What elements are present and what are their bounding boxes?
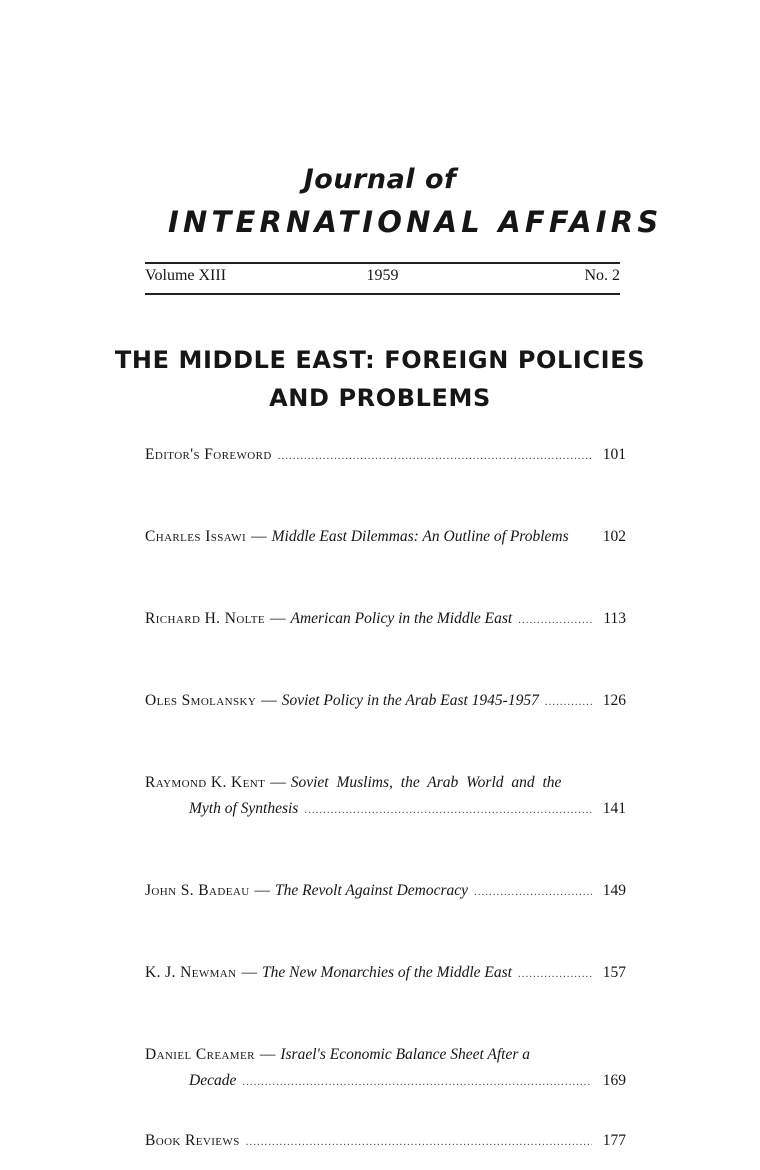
dot-leader <box>545 696 592 708</box>
bottom-rule-divider <box>145 293 620 295</box>
toc-entry-page: 141 <box>602 800 626 817</box>
toc-entry-author: Charles Issawi <box>145 528 247 545</box>
separator-dash: — <box>259 1046 276 1063</box>
toc-entry-author: Editor's Foreword <box>145 446 272 463</box>
separator-dash: — <box>251 528 267 545</box>
toc-entry-kent-continued[interactable] <box>145 800 626 822</box>
separator-dash: — <box>261 692 277 709</box>
toc-entry-smolansky[interactable] <box>145 692 626 714</box>
year-label: 1959 <box>366 267 399 284</box>
toc-entry-title: Israel's Economic Balance Sheet After a <box>280 1046 531 1063</box>
dot-leader <box>304 804 592 816</box>
toc-entry-creamer-continued[interactable] <box>145 1072 626 1094</box>
toc-entry-page: 126 <box>602 692 626 709</box>
dot-leader <box>518 614 592 626</box>
toc-entry-title: The New Monarchies of the Middle East <box>262 964 512 981</box>
toc-entry-author: John S. Badeau <box>145 882 250 899</box>
toc-entry-page: 102 <box>602 528 626 545</box>
top-rule-divider <box>145 262 620 264</box>
issue-theme-title-line1: THE MIDDLE EAST: FOREIGN POLICIES <box>114 346 646 374</box>
issue-number-label: No. 2 <box>584 267 620 284</box>
journal-name: INTERNATIONAL AFFAIRS <box>168 205 663 239</box>
toc-entry-author: Oles Smolansky <box>145 692 257 709</box>
toc-entry-title: Middle East Dilemmas: An Outline of Problems <box>271 528 569 545</box>
toc-entry-author: Book Reviews <box>145 1132 240 1149</box>
toc-entry-title: The Revolt Against Democracy <box>275 882 469 899</box>
dot-leader <box>278 450 592 462</box>
toc-entry-title: Soviet Policy in the Arab East 1945-1957 <box>281 692 539 709</box>
separator-dash: — <box>270 610 286 627</box>
volume-label: Volume XIII <box>145 267 227 284</box>
toc-entry-author: Daniel Creamer <box>145 1046 255 1063</box>
toc-entry-title: American Policy in the Middle East <box>290 610 513 627</box>
dot-leader <box>474 886 592 898</box>
toc-entry-page: 113 <box>603 610 626 627</box>
toc-entry-page: 169 <box>602 1072 626 1089</box>
toc-entry-badeau[interactable] <box>145 882 626 904</box>
toc-entry-book-reviews[interactable] <box>145 1132 626 1154</box>
toc-entry-issawi[interactable] <box>145 528 626 550</box>
toc-entry-editors-foreword[interactable] <box>145 446 626 468</box>
separator-dash: — <box>254 882 271 899</box>
toc-entry-newman[interactable] <box>145 964 626 986</box>
dot-leader <box>246 1136 592 1148</box>
toc-entry-page: 157 <box>602 964 626 981</box>
toc-entry-page: 149 <box>602 882 626 899</box>
issue-theme-title-line2: AND PROBLEMS <box>269 384 491 412</box>
toc-entry-creamer[interactable] <box>145 1046 626 1068</box>
toc-entry-kent[interactable] <box>145 774 626 796</box>
toc-entry-author: K. J. Newman <box>145 964 237 981</box>
toc-entry-author: Raymond K. Kent <box>145 774 266 791</box>
toc-entry-author: Richard H. Nolte <box>145 610 266 627</box>
toc-entry-title-continued: Myth of Synthesis <box>189 800 299 817</box>
toc-entry-page: 177 <box>602 1132 626 1149</box>
dot-leader <box>242 1076 592 1088</box>
toc-entry-title: Soviet Muslims, the Arab World and the <box>290 774 562 791</box>
separator-dash: — <box>241 964 257 981</box>
toc-entry-title-continued: Decade <box>189 1072 237 1089</box>
journal-prefix: Journal of <box>303 164 457 195</box>
toc-entry-page: 101 <box>602 446 626 463</box>
separator-dash: — <box>270 774 286 791</box>
toc-entry-nolte[interactable] <box>145 610 626 632</box>
dot-leader <box>518 968 592 980</box>
